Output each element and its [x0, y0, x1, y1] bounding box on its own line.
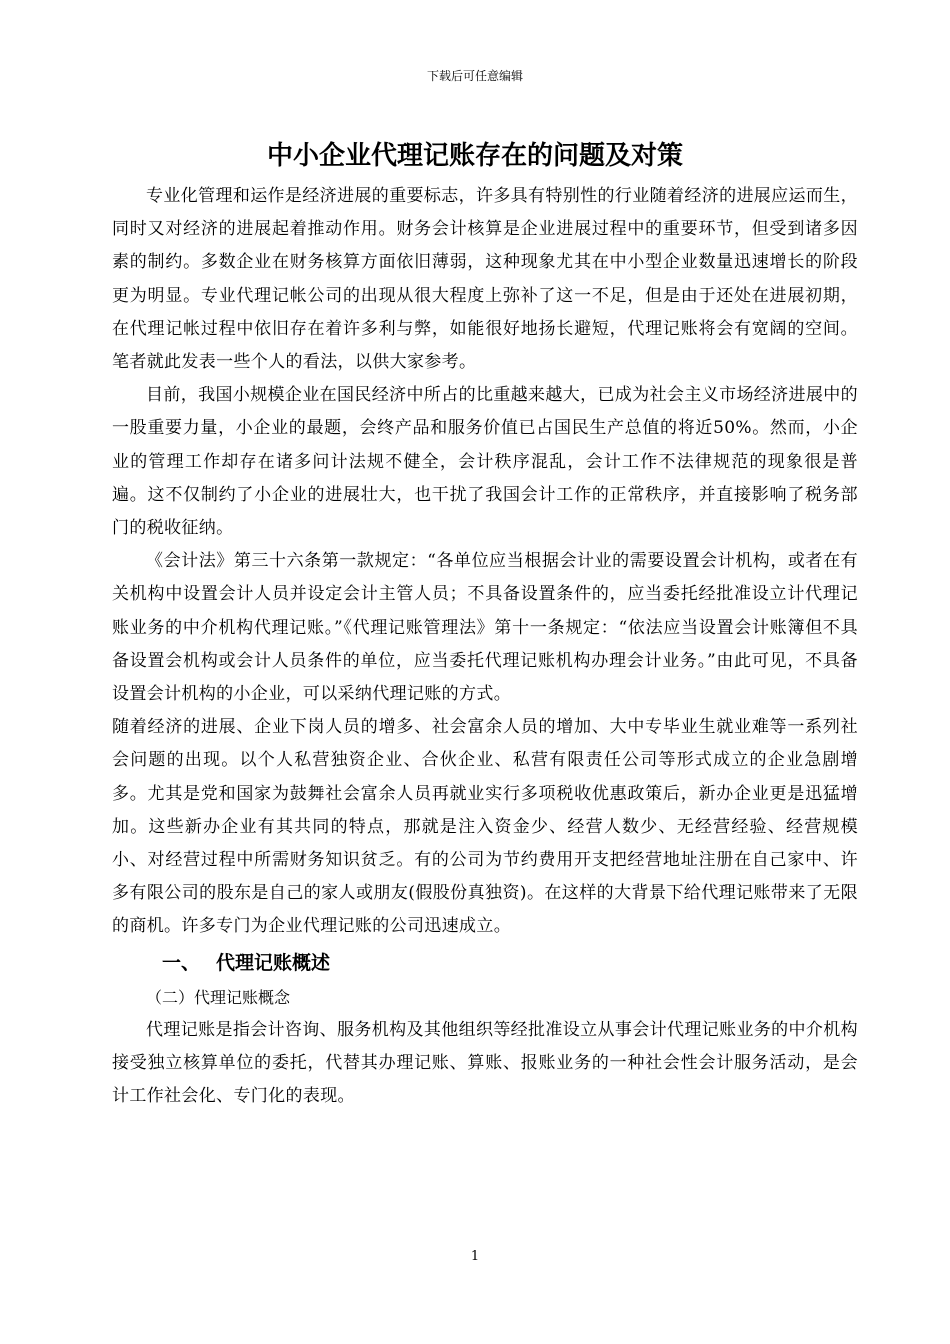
section-heading [112, 944, 858, 982]
paragraph-definition: 代理记账是指会计咨询、服务机构及其他组织等经批准设立从事会计代理记账业务的中介机构接受独立核算单位的委托，代替其办理记账、算账、报账业务的一种社会性会计服务活动，是会计工作社会化、专门化的表现。 [112, 1019, 858, 1107]
header-note: 下载后可任意编辑 [426, 69, 523, 83]
paragraph-intro: 专业化管理和运作是经济进展的重要标志，许多具有特别性的行业随着经济的进展应运而生，同时又对经济的进展起着推动作用。财务会计核算是企业进展过程中的重要环节，但受到诸多因素的制约。多数企业在财务核算方面依旧薄弱，这种现象尤其在中小型企业数量迅速增长的阶段更为明显。专业代理记帐公司的出现从很大程度上弥补了这一不足，但是由于还处在进展初期，在代理记帐过程中依旧存在着许多利与弊，如能很好地扬长避短，代理记账将会有宽阔的空间。笔者就此发表一些个人的看法，以供大家参考。 [112, 186, 858, 373]
page-number: 1 [470, 1249, 480, 1264]
section-number: 一、 [162, 951, 201, 974]
document-body [112, 180, 858, 1113]
paragraph-small-enterprises: 目前，我国小规模企业在国民经济中所占的比重越来越大，已成为社会主义市场经济进展中的一股重要力量，小企业的最题，会终产品和服务价值已占国民生产总值的将近50%。然而，小企业的管理工作却存在诸多问计法规不健全，会计秩序混乱，会计工作不法律规范的现象很是普遍。这不仅制约了小企业的进展壮大，也干扰了我国会计工作的正常秩序，并直接影响了税务部门的税收征纳。 [112, 385, 858, 539]
document-title: 中小企业代理记账存在的问题及对策 [266, 141, 683, 171]
section-title: 代理记账概述 [216, 951, 331, 974]
paragraph-economic-background: 随着经济的进展、企业下岗人员的增多、社会富余人员的增加、大中专毕业生就业难等一系列社会问题的出现。以个人私营独资企业、合伙企业、私营有限责任公司等形式成立的企业急剧增多。尤其是党和国家为鼓舞社会富余人员再就业实行多项税收优惠政策后，新办企业更是迅猛增加。这些新办企业有其共同的特点，那就是注入资金少、经营人数少、无经营经验、经营规模小、对经营过程中所需财务知识贫乏。有的公司为节约费用开支把经营地址注册在自己家中、许多有限公司的股东是自己的家人或朋友(假股份真独资)。在这样的大背景下给代理记账带来了无限的商机。许多专门为企业代理记账的公司迅速成立。 [112, 717, 858, 937]
paragraph-accounting-law: 《会计法》第三十六条第一款规定：“各单位应当根据会计业的需要设置会计机构，或者在有关机构中设置会计人员并设定会计主管人员；不具备设置条件的，应当委托经批准设立计代理记账业务的中介机构代理记账。”《代理记账管理法》第十一条规定：“依法应当设置会计账簿但不具备设置会机构或会计人员条件的单位，应当委托代理记账机构办理会计业务。”由此可见，不具备设置会计机构的小企业，可以采纳代理记账的方式。 [112, 551, 858, 705]
subsection-heading: （二）代理记账概念 [146, 987, 291, 1007]
